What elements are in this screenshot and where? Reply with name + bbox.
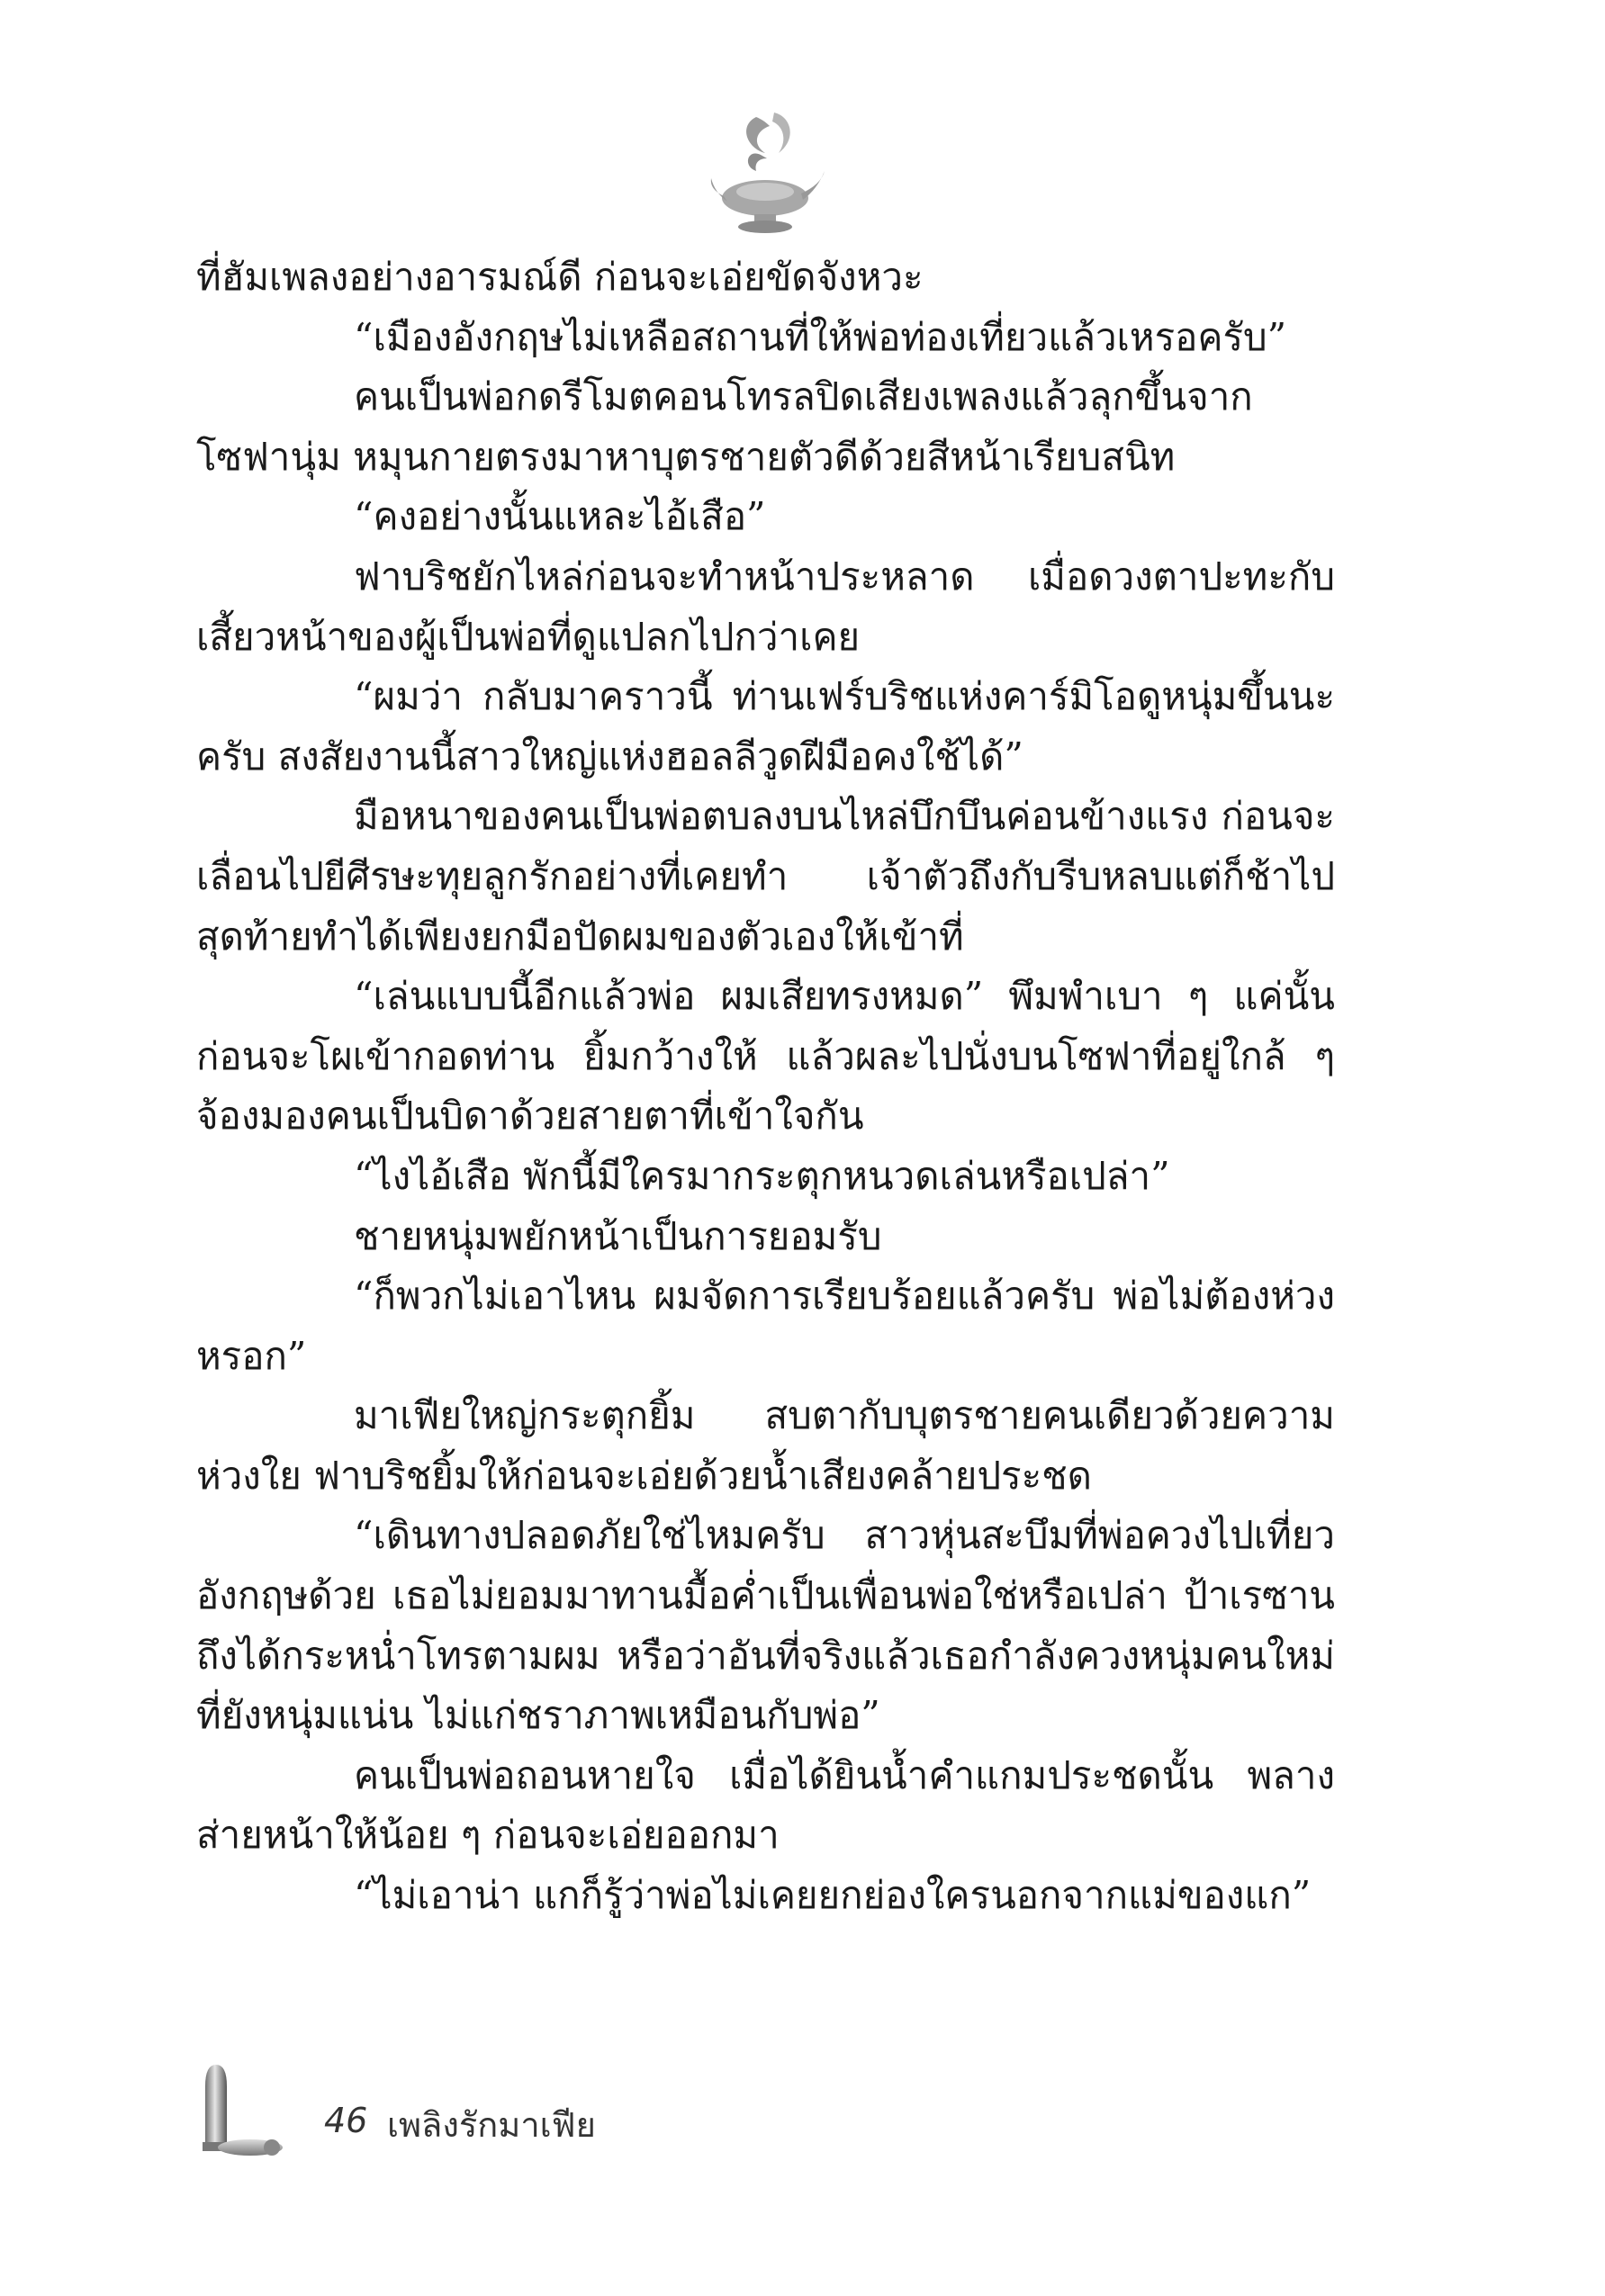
paragraph: ที่ฮัมเพลงอย่างอารมณ์ดี ก่อนจะเอ่ยขัดจังหวะ (196, 255, 924, 299)
body-text (196, 248, 1335, 1926)
paragraph: คนเป็นพ่อถอนหายใจ เมื่อได้ยินน้ำคำแกมประชดนั้น พลางส่ายหน้าให้น้อย ๆ ก่อนจะเอ่ยออกมา (196, 1752, 1335, 1858)
paragraph: “ผมว่า กลับมาคราวนี้ ท่านเฟร์บริชแห่งคาร์มิโอดูหนุ่มขึ้นนะครับ สงสัยงานนี้สาวใหญ่แห่งฮอลลีวูดฝีมือคงใช้ได้” (196, 674, 1335, 779)
paragraph: “ไงไอ้เสือ พักนี้มีใครมากระตุกหนวดเล่นหรือเปล่า” (354, 1153, 1170, 1198)
paragraph: มือหนาของคนเป็นพ่อตบลงบนไหล่บึกบึนค่อนข้างแรง ก่อนจะเลื่อนไปยีศีรษะทุยลูกรักอย่างที่เคยทำ เจ้าตัวถึงกับรีบหลบแต่ก็ช้าไป สุดท้ายทำได้เพียงยกมือปัดผมของตัวเองให้เข้าที่ (196, 794, 1335, 959)
paragraph: “เดินทางปลอดภัยใช่ไหมครับ สาวหุ่นสะบึมที่พ่อควงไปเที่ยวอังกฤษด้วย เธอไม่ยอมมาทานมื้อค่ำเป็นเพื่อนพ่อใช่หรือเปล่า ป้าเรซานถึงได้กระหน่ำโทรตามผม หรือว่าอันที่จริงแล้วเธอกำลังควงหนุ่มคนใหม่ที่ยังหนุ่มแน่น ไม่แก่ชราภาพเหมือนกับพ่อ” (196, 1513, 1335, 1738)
paragraph: “เล่นแบบนี้อีกแล้วพ่อ ผมเสียทรงหมด” พึมพำเบา ๆ แค่นั้น ก่อนจะโผเข้ากอดท่าน ยิ้มกว้างให้ แล้วผละไปนั่งบนโซฟาที่อยู่ใกล้ ๆ จ้องมองคนเป็นบิดาด้วยสายตาที่เข้าใจกัน (196, 974, 1335, 1139)
book-title: เพลิงรักมาเฟีย (387, 2105, 596, 2145)
paragraph: “ก็พวกไม่เอาไหน ผมจัดการเรียบร้อยแล้วครับ พ่อไม่ต้องห่วงหรอก” (196, 1274, 1335, 1378)
paragraph: ชายหนุ่มพยักหน้าเป็นการยอมรับ (354, 1213, 882, 1258)
magic-lamp-icon (702, 99, 828, 243)
bullet-icon (189, 2061, 288, 2160)
paragraph: “เมืองอังกฤษไม่เหลือสถานที่ให้พ่อท่องเที่ยวแล้วเหรอครับ” (354, 314, 1287, 359)
paragraph: คนเป็นพ่อกดรีโมตคอนโทรลปิดเสียงเพลงแล้วลุกขึ้นจากโซฟานุ่ม หมุนกายตรงมาหาบุตรชายตัวดีด้วยสีหน้าเรียบสนิท (196, 374, 1253, 479)
paragraph: “ไม่เอาน่า แกก็รู้ว่าพ่อไม่เคยยกย่องใครนอกจากแม่ของแก” (354, 1873, 1312, 1918)
paragraph: มาเฟียใหญ่กระตุกยิ้ม สบตากับบุตรชายคนเดียวด้วยความห่วงใย ฟาบริชยิ้มให้ก่อนจะเอ่ยด้วยน้ำเสียงคล้ายประชด (196, 1393, 1335, 1498)
page-number: 46 (324, 2101, 368, 2140)
paragraph: ฟาบริชยักไหล่ก่อนจะทำหน้าประหลาด เมื่อดวงตาปะทะกับเสี้ยวหน้าของผู้เป็นพ่อที่ดูแปลกไปกว่าเคย (196, 554, 1335, 659)
page-footer (189, 2052, 729, 2160)
paragraph: “คงอย่างนั้นแหละไอ้เสือ” (354, 494, 766, 539)
